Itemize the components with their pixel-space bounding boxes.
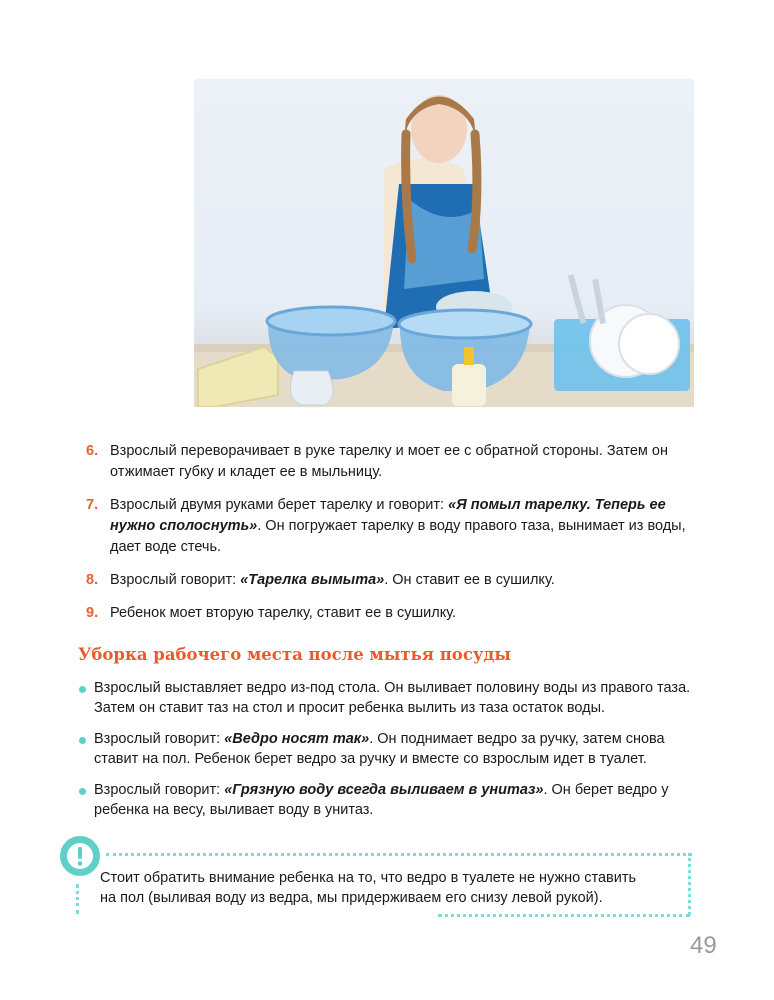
step-quote: «Тарелка вымыта»: [240, 572, 385, 588]
bullet-text: . Он поднимает ведро за ручку, затем снова ставит на пол. Ребенок берет ведро за ручку и вместе со взрослым идет в туалет.: [94, 731, 665, 767]
note-border-left: [76, 884, 79, 914]
step-text: . Он ставит ее в сушилку.: [384, 572, 555, 588]
step-number: 9.: [86, 605, 99, 621]
page-number: 49: [690, 932, 717, 959]
bullet-text: Взрослый выставляет ведро из-под стола. Он выливает половину воды из правого таза. Затем он ставит таз на стол и просит ребенка вылить из таза остаток воды.: [94, 680, 691, 716]
bullet-text: Взрослый говорит:: [94, 731, 225, 747]
note-text: [100, 868, 690, 908]
step-text: Взрослый двумя руками берет тарелку и говорит:: [110, 497, 449, 513]
step-item-6: [86, 441, 696, 483]
bullet-dot: [79, 788, 86, 795]
bullet-list: [78, 679, 696, 832]
bullet-dot: [79, 737, 86, 744]
step-item-8: [86, 570, 696, 591]
step-text: Взрослый говорит:: [110, 572, 241, 588]
step-text: . Он погружает тарелку в воду правого таза, вынимает из воды, дает воде стечь.: [110, 518, 686, 555]
step-number: 7.: [86, 497, 99, 513]
bullet-quote: «Ведро носят так»: [224, 731, 370, 747]
note-border-top: [106, 853, 692, 856]
bullet-item: [78, 781, 696, 820]
step-number: 6.: [86, 443, 99, 459]
bullet-item: [78, 730, 696, 769]
bullet-item: [78, 679, 696, 718]
bullet-quote: «Грязную воду всегда выливаем в унитаз»: [224, 782, 544, 798]
step-item-7: [86, 495, 696, 558]
steps-list: [86, 441, 696, 636]
section-heading: Уборка рабочего места после мытья посуды: [78, 645, 511, 664]
step-text: Ребенок моет вторую тарелку, ставит ее в сушилку.: [110, 605, 457, 621]
bullet-text: . Он берет ведро у ребенка на весу, выливает воду в унитаз.: [94, 782, 669, 818]
step-number: 8.: [86, 572, 99, 588]
note-box: [58, 834, 698, 926]
exclamation-icon: [58, 834, 102, 878]
dishwashing-photo: [194, 79, 694, 407]
step-quote: «Я помыл тарелку. Теперь ее нужно сполоснуть»: [110, 497, 666, 534]
bullet-dot: [79, 686, 86, 693]
step-item-9: [86, 603, 696, 624]
step-text: Взрослый переворачивает в руке тарелку и моет ее с обратной стороны. Затем он отжимает губку и кладет ее в мыльницу.: [110, 443, 668, 480]
note-line: на пол (выливая воду из ведра, мы придерживаем его снизу левой рукой).: [100, 890, 603, 906]
note-line: Стоит обратить внимание ребенка на то, что ведро в туалете не нужно ставить: [100, 870, 637, 886]
note-border-bottom: [438, 914, 690, 917]
bullet-text: Взрослый говорит:: [94, 782, 225, 798]
